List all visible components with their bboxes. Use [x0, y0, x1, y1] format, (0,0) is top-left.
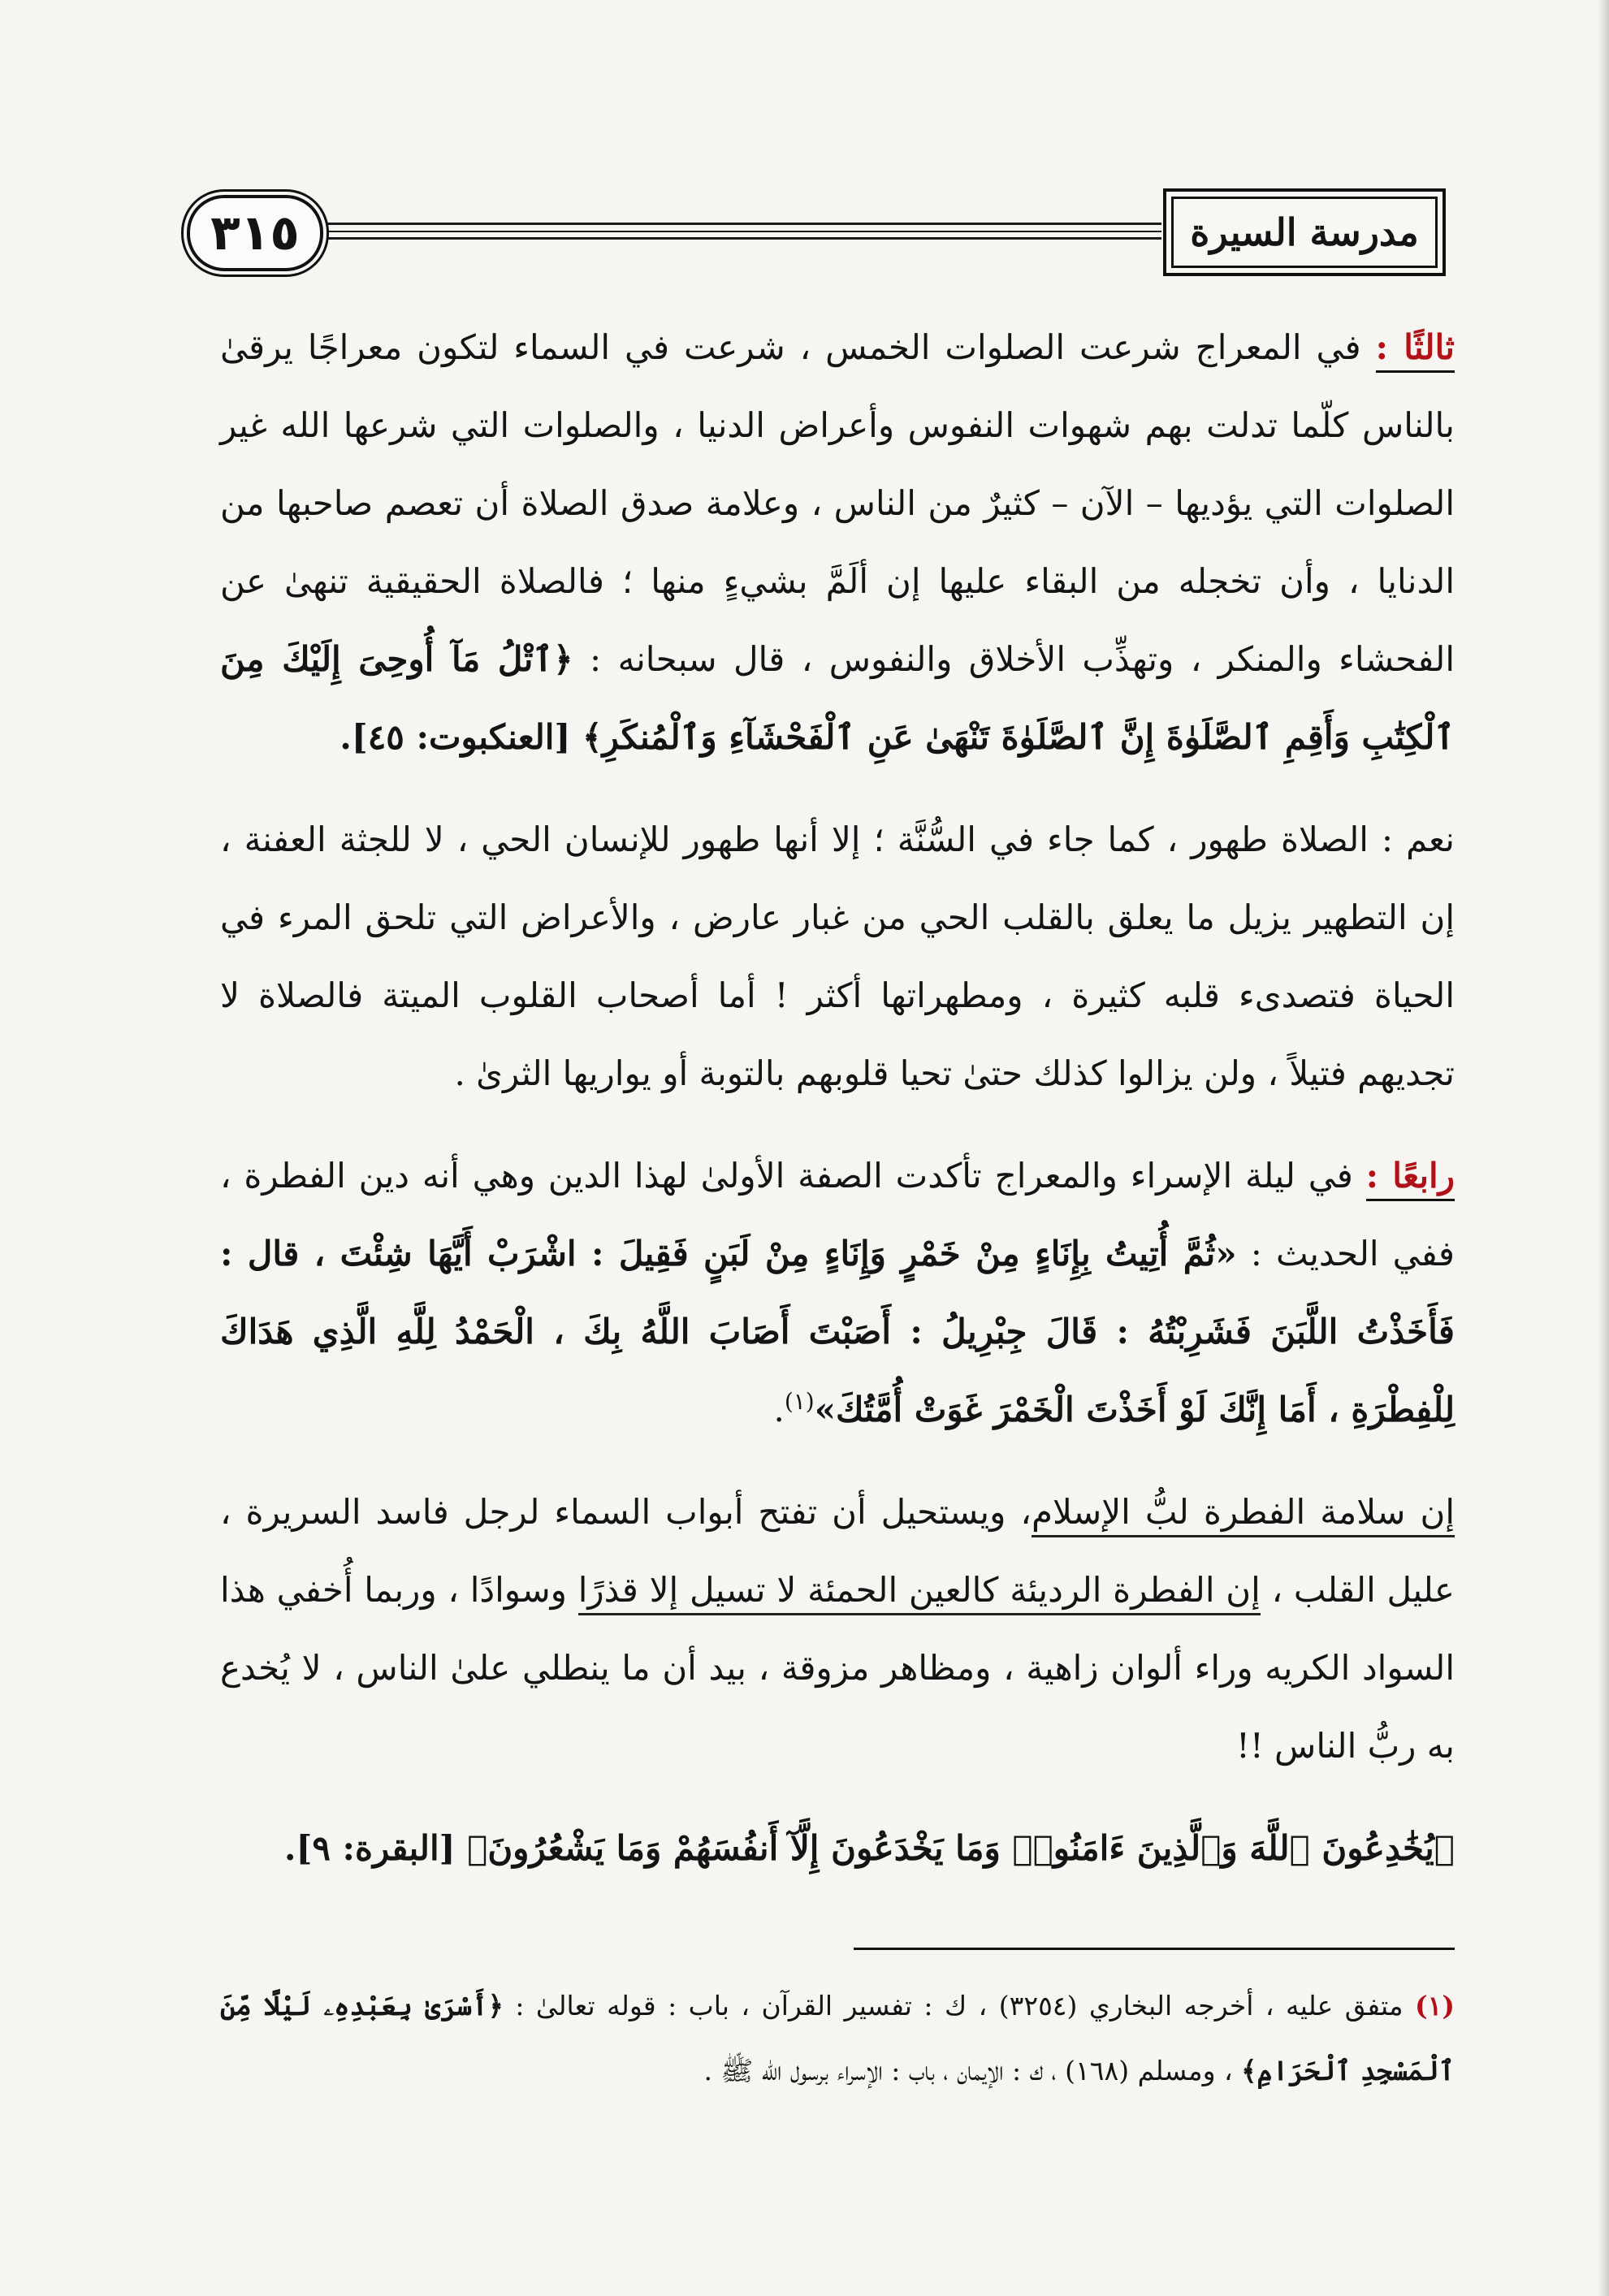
footnote-marker: (١) — [784, 1388, 815, 1415]
footnote-separator — [854, 1948, 1455, 1950]
paragraph-text: وسوادًا ، وربما أُخفي هذا السواد الكريه وراء ألوان زاهية ، ومظاهر مزوقة ، بيد أن ما ينطلي علىٰ الناس ، لا يُخدع به ربُّ الناس !! — [220, 1570, 1455, 1766]
hadith-quote: «ثُمَّ أُتِيتُ بِإِنَاءٍ مِنْ خَمْرٍ وَإِنَاءٍ مِنْ لَبَنٍ فَقِيلَ : اشْرَبْ أَيَّهَا شِئْتَ ، قال : فَأَخَذْتُ اللَّبَنَ فَشَرِبْتُهُ : قَالَ جِبْرِيلُ : أَصَبْتَ أَصَابَ اللَّهُ بِكَ ، الْحَمْدُ لِلَّهِ الَّذِي هَدَاكَ لِلْفِطْرَةِ ، أَمَا إِنَّكَ لَوْ أَخَذْتَ الْخَمْرَ غَوَتْ أُمَّتُكَ» — [220, 1234, 1455, 1429]
paragraph-4 — [220, 1473, 1455, 1785]
paragraph-text: ، ويستحيل أن تفتح أبواب السماء لرجل فاسد السريرة ، عليل القلب ، — [220, 1492, 1455, 1610]
footnote-verse: ﴿أَسْرَىٰ بِعَبْدِهِۦ لَيْلًا مِّنَ ٱلْمَسْجِدِ ٱلْحَرَامِ﴾ — [220, 1990, 1455, 2086]
footnote — [220, 1974, 1455, 2104]
paragraph-lead: ثالثًا : — [1376, 327, 1455, 373]
page-edge-shadow — [1598, 0, 1609, 2296]
header-rule — [260, 223, 1161, 225]
paragraph-end: . — [773, 1390, 785, 1429]
paragraph-text: في المعراج شرعت الصلوات الخمس ، شرعت في السماء لتكون معراجًا يرقىٰ بالناس كلّما تدلت بهم شهوات النفوس وأعراض الدنيا ، والصلوات التي شرعها الله غير الصلوات التي يؤديها – الآن – كثيرٌ من الناس ، وعلامة صدق الصلاة أن تعصم صاحبها من الدنايا ، وأن تخجله من البقاء عليها إن ألَمَّ بشيءٍ منها ؛ فالصلاة الحقيقية تنهىٰ عن الفحشاء والمنكر ، وتهذِّب الأخلاق والنفوس ، قال سبحانه : — [220, 327, 1455, 679]
quran-verse: ﴿ٱتْلُ مَآ أُوحِىَ إِلَيْكَ مِنَ ٱلْكِتَٰبِ وَأَقِمِ ٱلصَّلَوٰةَ إِنَّ ٱلصَّلَوٰةَ تَنْهَىٰ عَنِ ٱلْفَحْشَآءِ وَٱلْمُنكَرِ﴾ — [220, 639, 1455, 757]
header-rule — [260, 231, 1161, 232]
verse-reference: [البقرة: ٩]. — [283, 1828, 468, 1868]
paragraph-3 — [220, 1137, 1455, 1449]
footnote-text: ، ومسلم (١٦٨) ، ك : الإيمان ، باب : الإسراء برسول الله ﷺ . — [703, 2055, 1242, 2086]
paragraph-5 — [220, 1810, 1455, 1887]
page-number: ٣١٥ — [210, 205, 300, 262]
paragraph-text: في ليلة الإسراء والمعراج تأكدت الصفة الأولىٰ لهذا الدين وهي أنه دين الفطرة ، ففي الحديث : — [220, 1156, 1455, 1273]
footnote-number: (١) — [1415, 1990, 1455, 2021]
book-title-cartouche — [1163, 188, 1446, 276]
page-number-badge — [187, 195, 323, 271]
paragraph-1 — [220, 309, 1455, 776]
verse-reference: [العنكبوت: ٤٥]. — [340, 717, 582, 757]
underlined-text: إن سلامة الفطرة لبُّ الإسلام — [1032, 1492, 1455, 1537]
paragraph-2 — [220, 801, 1455, 1113]
underlined-text: إن الفطرة الرديئة كالعين الحمئة لا تسيل إلا قذرًا — [578, 1570, 1261, 1615]
header-rule — [260, 237, 1161, 240]
main-text — [220, 309, 1455, 1887]
paragraph-text: نعم : الصلاة طهور ، كما جاء في السُّنَّة ؛ إلا أنها طهور للإنسان الحي ، لا للجثة العفنة ، إن التطهير يزيل ما يعلق بالقلب الحي من غبار عارض ، والأعراض التي تلحق المرء في الحياة فتصدىء قلبه كثيرة ، ومطهراتها أكثر ! أما أصحاب القلوب الميتة فالصلاة لا تجديهم فتيلاً ، ولن يزالوا كذلك حتىٰ تحيا قلوبهم بالتوبة أو يواريها الثرىٰ . — [220, 819, 1455, 1093]
book-title: مدرسة السيرة — [1190, 210, 1419, 254]
footnote-text: متفق عليه ، أخرجه البخاري (٣٢٥٤) ، ك : تفسير القرآن ، باب : قوله تعالىٰ : — [503, 1990, 1416, 2021]
page-header — [154, 185, 1454, 275]
paragraph-lead: رابعًا : — [1366, 1156, 1455, 1201]
quran-verse: ﴿يُخَٰدِعُونَ ٱللَّهَ وَٱلَّذِينَ ءَامَنُوا۟ وَمَا يَخْدَعُونَ إِلَّآ أَنفُسَهُمْ وَمَا يَشْعُرُونَ﴾ — [467, 1828, 1455, 1868]
